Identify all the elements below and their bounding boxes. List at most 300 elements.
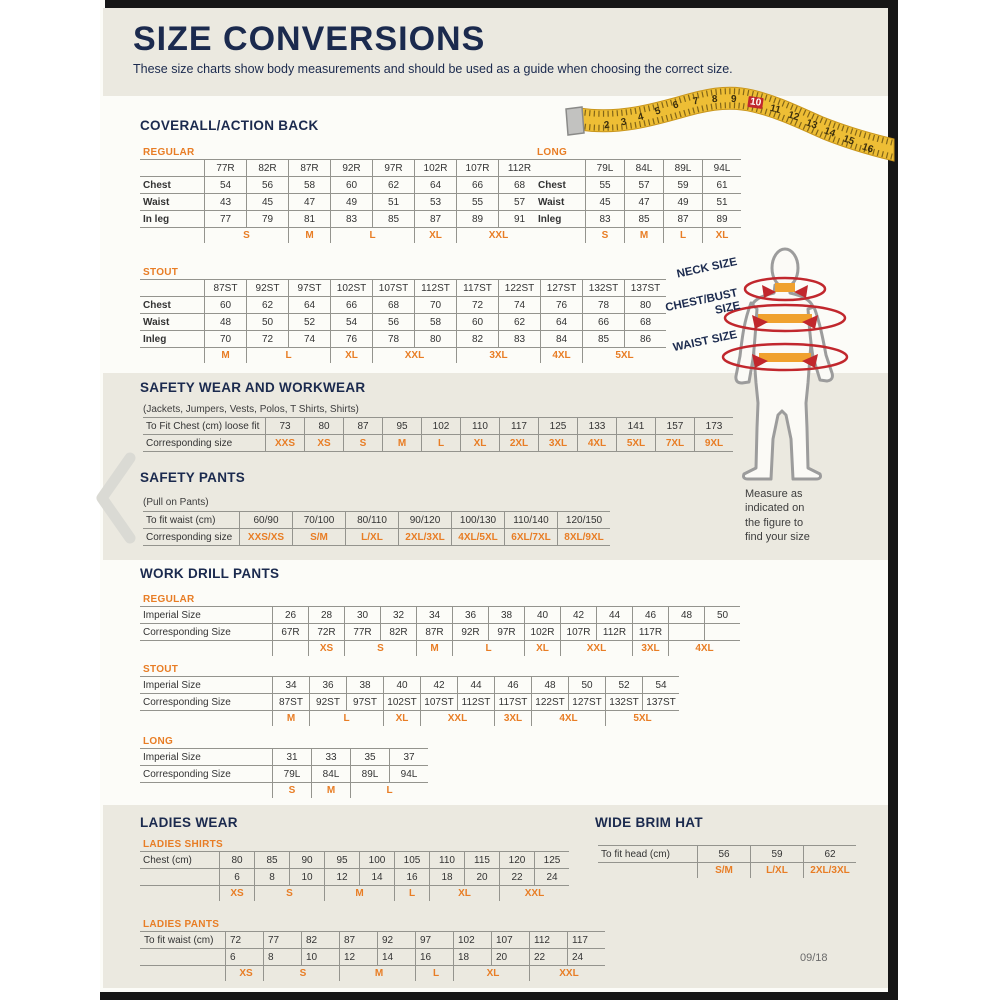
table-cell: 66 [457, 177, 499, 194]
table-cell: 86 [625, 331, 667, 348]
heading-coverall: COVERALL/ACTION BACK [140, 118, 319, 133]
row-label: Waist [140, 314, 205, 331]
table-cell: 105 [395, 852, 430, 869]
table-ladies-pants [140, 931, 605, 981]
table-cell: 16 [416, 949, 454, 966]
table-cell: 42 [561, 607, 597, 624]
table-cell: 45 [247, 194, 289, 211]
table-cell: 10 [302, 949, 340, 966]
table-cell: 120 [500, 852, 535, 869]
table-cell: 82R [247, 160, 289, 177]
label-ladies-shirts: LADIES SHIRTS [143, 839, 224, 850]
size-group-cell: XXL [561, 641, 633, 657]
table-cell: 84L [625, 160, 664, 177]
chevron-left-icon[interactable] [90, 450, 144, 546]
table-cell: 50 [705, 607, 741, 624]
page-edge-bottom [100, 992, 898, 1000]
table-cell: 79L [586, 160, 625, 177]
size-table [535, 159, 741, 243]
label-coverall-regular: REGULAR [143, 147, 195, 158]
table-cell: 102R [525, 624, 561, 641]
size-table [140, 606, 740, 656]
table-cell: 92ST [247, 280, 289, 297]
size-group-cell: L [351, 783, 429, 799]
size-group-cell: 3XL [495, 711, 532, 727]
table-cell: 97R [489, 624, 525, 641]
size-group-cell: L [331, 228, 415, 244]
table-cell: 33 [312, 749, 351, 766]
row-label [598, 863, 698, 879]
table-cell: 137ST [625, 280, 667, 297]
table-cell: 83 [331, 211, 373, 228]
table-cell: 52 [289, 314, 331, 331]
table-cell: 55 [457, 194, 499, 211]
page-title: SIZE CONVERSIONS [133, 20, 486, 58]
table-coverall-stout [140, 279, 666, 363]
figure-label-neck: NECK SIZE [675, 256, 739, 281]
table-cell: 49 [331, 194, 373, 211]
table-cell: 43 [205, 194, 247, 211]
size-group-cell: 4XL [532, 711, 606, 727]
table-cell: 92R [331, 160, 373, 177]
table-cell: 102ST [331, 280, 373, 297]
figure-measure-note: Measure as indicated on the figure to find your size [745, 488, 810, 543]
page-subtitle: These size charts show body measurements and should be used as a guide when choosing the correct size. [133, 62, 733, 76]
row-label: Imperial Size [140, 677, 273, 694]
table-cell: 107ST [373, 280, 415, 297]
size-group-cell: 4XL [669, 641, 741, 657]
table-cell: 112R [597, 624, 633, 641]
table-cell: 107R [561, 624, 597, 641]
table-cell: 72 [457, 297, 499, 314]
table-cell: 18 [454, 949, 492, 966]
table-cell: 79L [273, 766, 312, 783]
table-cell: 112ST [458, 694, 495, 711]
table-ladies-shirts [140, 851, 569, 901]
table-cell: 120/150 [558, 512, 611, 529]
table-cell: 80 [415, 331, 457, 348]
row-label [140, 886, 220, 902]
size-table [143, 511, 610, 546]
table-cell: 22 [500, 869, 535, 886]
table-cell: 28 [309, 607, 345, 624]
table-cell: 8 [264, 949, 302, 966]
tape-number: 11 [768, 102, 782, 117]
table-cell: 107 [492, 932, 530, 949]
table-cell: 50 [569, 677, 606, 694]
table-cell: 55 [586, 177, 625, 194]
table-cell: 82R [381, 624, 417, 641]
table-cell: 100/130 [452, 512, 505, 529]
table-cell: 80 [220, 852, 255, 869]
table-cell: 76 [331, 331, 373, 348]
table-cell: 32 [381, 607, 417, 624]
table-cell: 112R [499, 160, 541, 177]
table-cell: 83 [499, 331, 541, 348]
table-cell: 89 [457, 211, 499, 228]
tape-number: 2 [603, 119, 611, 132]
row-label: Corresponding Size [140, 694, 273, 711]
table-cell: 80 [625, 297, 667, 314]
table-cell: 97 [416, 932, 454, 949]
table-cell: M [383, 435, 422, 452]
tape-number: 4 [636, 111, 645, 124]
table-cell: 22 [530, 949, 568, 966]
size-group-cell: XL [430, 886, 500, 902]
table-cell: 83 [586, 211, 625, 228]
table-cell: 44 [597, 607, 633, 624]
size-group-cell: L/XL [751, 863, 804, 879]
table-cell: 3XL [539, 435, 578, 452]
table-cell: 20 [492, 949, 530, 966]
table-cell: 62 [373, 177, 415, 194]
table-cell: 56 [373, 314, 415, 331]
table-cell: 7XL [656, 435, 695, 452]
table-cell: 14 [378, 949, 416, 966]
row-label [140, 783, 273, 799]
table-wd-long [140, 748, 428, 798]
table-cell: 8 [255, 869, 290, 886]
tape-number-highlighted: 10 [749, 96, 762, 109]
row-label [140, 641, 273, 657]
table-cell: 30 [345, 607, 381, 624]
table-cell: 36 [453, 607, 489, 624]
table-cell: 84L [312, 766, 351, 783]
size-table [140, 676, 679, 726]
tape-number: 13 [804, 117, 819, 132]
table-cell: 49 [664, 194, 703, 211]
size-group-cell: M [312, 783, 351, 799]
table-cell: 48 [669, 607, 705, 624]
table-cell: 85 [583, 331, 625, 348]
row-label: Corresponding Size [140, 624, 273, 641]
table-cell: 94L [703, 160, 742, 177]
table-cell: 97R [373, 160, 415, 177]
label-wd-long: LONG [143, 736, 174, 747]
size-group-cell: XL [525, 641, 561, 657]
tape-number: 14 [822, 125, 837, 140]
table-cell [705, 624, 741, 641]
table-cell: 173 [695, 418, 734, 435]
table-cell: 89 [703, 211, 742, 228]
table-cell: 141 [617, 418, 656, 435]
table-cell: 84 [541, 331, 583, 348]
table-cell: 77R [345, 624, 381, 641]
table-cell: 40 [384, 677, 421, 694]
tape-number: 15 [841, 133, 856, 148]
row-label: Chest (cm) [140, 852, 220, 869]
table-cell: 100 [360, 852, 395, 869]
label-coverall-long: LONG [537, 147, 568, 158]
size-group-cell: 3XL [457, 348, 541, 364]
table-cell: 64 [289, 297, 331, 314]
table-cell: 58 [289, 177, 331, 194]
table-cell: 42 [421, 677, 458, 694]
table-cell: 74 [289, 331, 331, 348]
table-cell: 31 [273, 749, 312, 766]
table-cell: 48 [205, 314, 247, 331]
table-cell: 110/140 [505, 512, 558, 529]
table-hat [598, 845, 856, 878]
row-label: Imperial Size [140, 607, 273, 624]
table-cell: 81 [289, 211, 331, 228]
table-cell: 8XL/9XL [558, 529, 611, 546]
table-cell: 78 [583, 297, 625, 314]
table-safety-pants [143, 511, 610, 546]
table-cell: 97ST [347, 694, 384, 711]
figure-label-chest: CHEST/BUST SIZE [664, 287, 742, 318]
table-cell: 70/100 [293, 512, 346, 529]
row-label: Waist [140, 194, 205, 211]
table-cell: 59 [664, 177, 703, 194]
size-group-cell: XL [384, 711, 421, 727]
table-cell: 122ST [532, 694, 569, 711]
table-cell: 125 [535, 852, 570, 869]
table-cell: 24 [568, 949, 606, 966]
table-cell: 54 [643, 677, 680, 694]
size-group-cell: XXL [457, 228, 541, 244]
table-cell: 53 [415, 194, 457, 211]
table-cell: 6 [226, 949, 264, 966]
size-group-cell: XXL [421, 711, 495, 727]
table-cell: 110 [430, 852, 465, 869]
page-number: 09/18 [800, 952, 828, 964]
tape-number: 8 [711, 93, 718, 106]
table-cell: 62 [499, 314, 541, 331]
table-cell: 157 [656, 418, 695, 435]
table-cell: 80/110 [346, 512, 399, 529]
table-cell: 87R [289, 160, 331, 177]
size-group-cell: S [273, 783, 312, 799]
size-group-cell: XL [331, 348, 373, 364]
table-cell: 47 [289, 194, 331, 211]
table-cell: 54 [205, 177, 247, 194]
table-cell: 78 [373, 331, 415, 348]
row-label [140, 966, 226, 982]
table-cell: 87 [340, 932, 378, 949]
table-cell: 137ST [643, 694, 680, 711]
row-label [535, 160, 586, 177]
table-cell: XXS/XS [240, 529, 293, 546]
row-label: Waist [535, 194, 586, 211]
table-cell: 56 [247, 177, 289, 194]
size-group-cell: 5XL [606, 711, 680, 727]
table-cell: 2XL/3XL [399, 529, 452, 546]
size-group-cell: XXL [373, 348, 457, 364]
table-cell: 60 [205, 297, 247, 314]
tape-number: 7 [692, 95, 700, 108]
table-cell: 57 [499, 194, 541, 211]
table-cell: 67R [273, 624, 309, 641]
table-cell: 102ST [384, 694, 421, 711]
table-cell: 34 [417, 607, 453, 624]
table-cell: 34 [273, 677, 310, 694]
size-group-cell: M [205, 348, 247, 364]
table-cell: 20 [465, 869, 500, 886]
note-safety-pants: (Pull on Pants) [143, 497, 209, 508]
table-cell: 125 [539, 418, 578, 435]
tape-number: 12 [786, 109, 801, 124]
size-group-cell: L [310, 711, 384, 727]
size-group-cell: 5XL [583, 348, 667, 364]
size-group-cell [273, 641, 309, 657]
table-cell: 73 [266, 418, 305, 435]
table-cell: L [422, 435, 461, 452]
row-label: In leg [140, 211, 205, 228]
table-cell: 12 [340, 949, 378, 966]
heading-hat: WIDE BRIM HAT [595, 815, 703, 830]
tape-number: 3 [619, 116, 628, 129]
table-cell: 68 [625, 314, 667, 331]
table-cell: 117 [568, 932, 606, 949]
table-cell: 87ST [273, 694, 310, 711]
table-cell: XS [305, 435, 344, 452]
size-group-cell: XS [309, 641, 345, 657]
row-label [140, 228, 205, 244]
size-group-cell: XL [415, 228, 457, 244]
table-cell: XXS [266, 435, 305, 452]
table-cell: 97ST [289, 280, 331, 297]
table-cell: 66 [331, 297, 373, 314]
table-cell: 74 [499, 297, 541, 314]
table-cell: 79 [247, 211, 289, 228]
row-label: To Fit Chest (cm) loose fit [143, 418, 266, 435]
row-label: Corresponding size [143, 435, 266, 452]
table-cell: 102R [415, 160, 457, 177]
figure-label-waist: WAIST SIZE [672, 328, 739, 355]
label-coverall-stout: STOUT [143, 267, 179, 278]
table-cell: 14 [360, 869, 395, 886]
row-label: Imperial Size [140, 749, 273, 766]
table-cell: 95 [325, 852, 360, 869]
table-cell: 82 [457, 331, 499, 348]
size-group-cell: XL [454, 966, 530, 982]
table-cell: 92R [453, 624, 489, 641]
table-cell: 6XL/7XL [505, 529, 558, 546]
size-group-cell: L [664, 228, 703, 244]
table-cell: 64 [541, 314, 583, 331]
table-cell: 77R [205, 160, 247, 177]
table-cell: 10 [290, 869, 325, 886]
table-cell: 132ST [606, 694, 643, 711]
table-cell: 82 [302, 932, 340, 949]
row-label: To fit head (cm) [598, 846, 698, 863]
row-label: To fit waist (cm) [143, 512, 240, 529]
table-cell: 26 [273, 607, 309, 624]
table-cell: 46 [495, 677, 532, 694]
heading-safety-pants: SAFETY PANTS [140, 470, 246, 485]
table-cell: 47 [625, 194, 664, 211]
table-cell: 62 [247, 297, 289, 314]
table-cell: 4XL [578, 435, 617, 452]
table-cell: 102 [454, 932, 492, 949]
label-ladies-pants: LADIES PANTS [143, 919, 220, 930]
table-cell: 132ST [583, 280, 625, 297]
row-label: Inleg [140, 331, 205, 348]
table-cell: L/XL [346, 529, 399, 546]
size-table [140, 851, 569, 901]
size-group-cell: XXL [530, 966, 606, 982]
table-cell: 87R [417, 624, 453, 641]
size-group-cell: XS [226, 966, 264, 982]
table-cell: 107ST [421, 694, 458, 711]
size-group-cell: S [205, 228, 289, 244]
table-coverall-long [535, 159, 741, 243]
table-cell: 91 [499, 211, 541, 228]
size-group-cell: S/M [698, 863, 751, 879]
table-cell: 72 [247, 331, 289, 348]
table-cell: 57 [625, 177, 664, 194]
table-cell: 77 [205, 211, 247, 228]
table-cell: 64 [415, 177, 457, 194]
table-cell: 85 [625, 211, 664, 228]
table-cell: 77 [264, 932, 302, 949]
table-cell: 70 [205, 331, 247, 348]
size-group-cell: XS [220, 886, 255, 902]
table-cell: 90/120 [399, 512, 452, 529]
row-label [140, 280, 205, 297]
table-cell: 54 [331, 314, 373, 331]
size-group-cell: 3XL [633, 641, 669, 657]
size-group-cell: L [395, 886, 430, 902]
table-cell: 16 [395, 869, 430, 886]
table-cell: 115 [465, 852, 500, 869]
table-cell: 18 [430, 869, 465, 886]
label-wd-regular: REGULAR [143, 594, 195, 605]
row-label: Chest [140, 177, 205, 194]
table-cell: 44 [458, 677, 495, 694]
neck-band [775, 283, 795, 292]
size-group-cell: S [255, 886, 325, 902]
size-group-cell: M [417, 641, 453, 657]
size-table [140, 279, 666, 363]
row-label: To fit waist (cm) [140, 932, 226, 949]
size-group-cell: M [625, 228, 664, 244]
heading-ladies: LADIES WEAR [140, 815, 238, 830]
table-cell: 133 [578, 418, 617, 435]
table-cell: 89L [351, 766, 390, 783]
tape-metal-clip [566, 107, 584, 135]
table-cell: 87 [664, 211, 703, 228]
table-cell: 72R [309, 624, 345, 641]
table-cell: 87 [344, 418, 383, 435]
size-group-cell: M [289, 228, 331, 244]
table-cell: 94L [390, 766, 429, 783]
row-label: Corresponding Size [140, 766, 273, 783]
table-cell: 38 [347, 677, 384, 694]
row-label: Corresponding size [143, 529, 240, 546]
table-cell: 2XL [500, 435, 539, 452]
table-cell: 127ST [569, 694, 606, 711]
table-cell: 59 [751, 846, 804, 863]
table-wd-stout [140, 676, 679, 726]
table-cell: 87ST [205, 280, 247, 297]
size-group-cell: XXL [500, 886, 570, 902]
tape-number: 16 [860, 141, 875, 156]
table-cell: S [344, 435, 383, 452]
table-cell: 56 [698, 846, 751, 863]
table-wd-regular [140, 606, 740, 656]
table-cell: 45 [586, 194, 625, 211]
table-cell: 40 [525, 607, 561, 624]
row-label: Inleg [535, 211, 586, 228]
table-cell: 36 [310, 677, 347, 694]
table-cell: 60 [457, 314, 499, 331]
row-label: Chest [140, 297, 205, 314]
table-cell: 51 [373, 194, 415, 211]
row-label [140, 348, 205, 364]
size-table [598, 845, 856, 878]
